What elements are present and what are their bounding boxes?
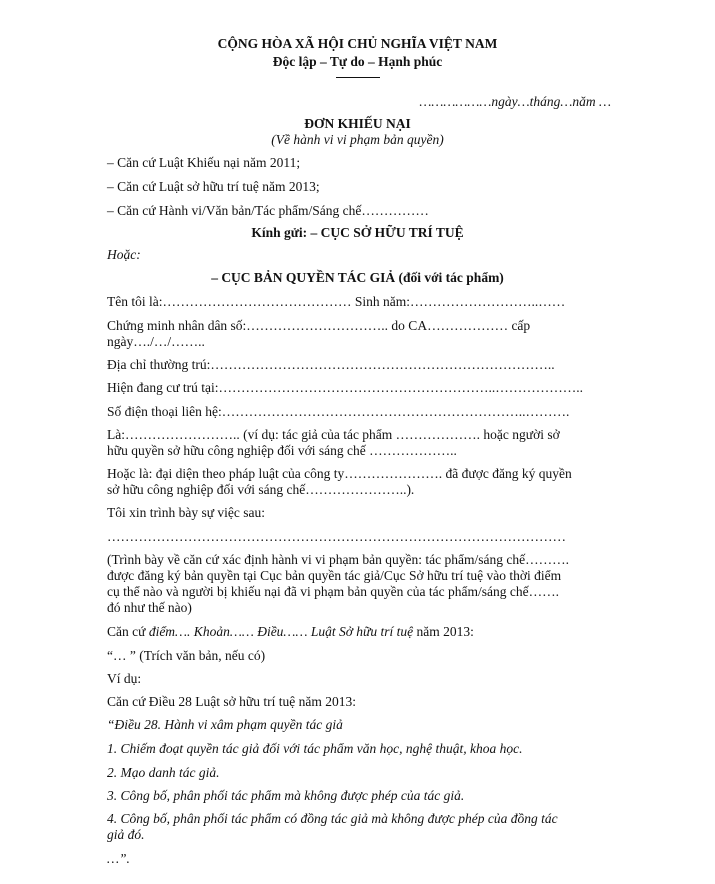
form-line-statement-dots: ………………………………………………………………………………………… [107,529,566,544]
article-item-4-cont: giả đó. [107,827,145,842]
citation-suffix: năm 2013: [413,624,474,639]
form-line-name: Tên tôi là:…………………………………… Sinh năm:………………………..…… [107,294,566,309]
citation-prefix: Căn cứ [107,624,149,639]
form-line-role-cont: hữu quyền sở hữu công nghiệp đối với sáng chế ……………….. [107,443,457,458]
form-line-id: Chứng minh nhân dân số:………………………….. do CA……………… cấp [107,318,531,333]
recipient-line-2: – CỤC BẢN QUYỀN TÁC GIẢ (đối với tác phẩm) [211,270,504,285]
legal-basis-2: – Căn cứ Luật sở hữu trí tuệ năm 2013; [107,179,320,194]
form-line-representative-cont: sở hữu công nghiệp đối với sáng chế…………………..). [107,482,415,497]
national-title: CỘNG HÒA XÃ HỘI CHỦ NGHĨA VIỆT NAM [217,36,498,51]
statement-note-3: cụ thể nào và người bị khiếu nại đã vi phạm bản quyền của tác phẩm/sáng chế……. [107,584,559,599]
quote-note: “… ” (Trích văn bản, nếu có) [107,648,266,663]
article-title: “Điều 28. Hành vi xâm phạm quyền tác giả [107,717,343,732]
article-item-3: 3. Công bố, phân phối tác phẩm mà không được phép của tác giả. [107,788,465,803]
statement-note-4: đó như thế nào) [107,600,192,615]
recipient-or: Hoặc: [107,247,141,262]
citation-article: điểm…. Khoản…… Điều…… Luật Sở hữu trí tuệ [148,624,414,639]
form-line-phone: Số điện thoại liên hệ:…………………………………………………………..………. [107,404,570,419]
recipient-line-1: Kính gửi: – CỤC SỞ HỮU TRÍ TUỆ [251,225,464,240]
example-basis: Căn cứ Điều 28 Luật sở hữu trí tuệ năm 2013: [107,694,356,709]
statement-note-2: được đăng ký bản quyền tại Cục bản quyền tác giả/Cục Sở hữu trí tuệ vào thời điểm [107,568,562,583]
form-line-id-date: ngày…./…/…….. [107,334,205,349]
form-line-statement-intro: Tôi xin trình bày sự việc sau: [107,505,266,520]
article-item-4: 4. Công bố, phân phối tác phẩm có đồng tác giả mà không được phép của đồng tác [107,811,558,826]
article-item-2: 2. Mạo danh tác giả. [107,765,220,780]
national-motto: Độc lập – Tự do – Hạnh phúc [272,54,443,69]
motto-underline [336,77,380,78]
form-line-representative: Hoặc là: đại diện theo pháp luật của công ty…………………. đã được đăng ký quyền [107,466,572,481]
article-item-1: 1. Chiếm đoạt quyền tác giả đối với tác phẩm văn học, nghệ thuật, khoa học. [107,741,523,756]
date-line: ………………ngày…tháng…năm … [419,94,611,109]
citation-line [107,624,474,640]
form-line-current-address: Hiện đang cư trú tại:……………………………………………………..……………….. [107,380,584,395]
document-subtitle: (Về hành vi vi phạm bản quyền) [271,132,444,147]
legal-basis-3: – Căn cứ Hành vi/Văn bản/Tác phẩm/Sáng chế…………… [107,203,429,218]
example-label: Ví dụ: [107,671,142,686]
form-line-role: Là:…………………….. (ví dụ: tác giả của tác phẩm ………………. hoặc người sở [107,427,560,442]
legal-basis-1: – Căn cứ Luật Khiếu nại năm 2011; [107,155,301,170]
statement-note-1: (Trình bày về căn cứ xác định hành vi vi phạm bản quyền: tác phẩm/sáng chế………. [107,552,569,567]
document-title: ĐƠN KHIẾU NẠI [304,116,411,131]
article-ellipsis: …”. [107,851,130,866]
form-line-permanent-address: Địa chỉ thường trú:………………………………………………………………….. [107,357,555,372]
